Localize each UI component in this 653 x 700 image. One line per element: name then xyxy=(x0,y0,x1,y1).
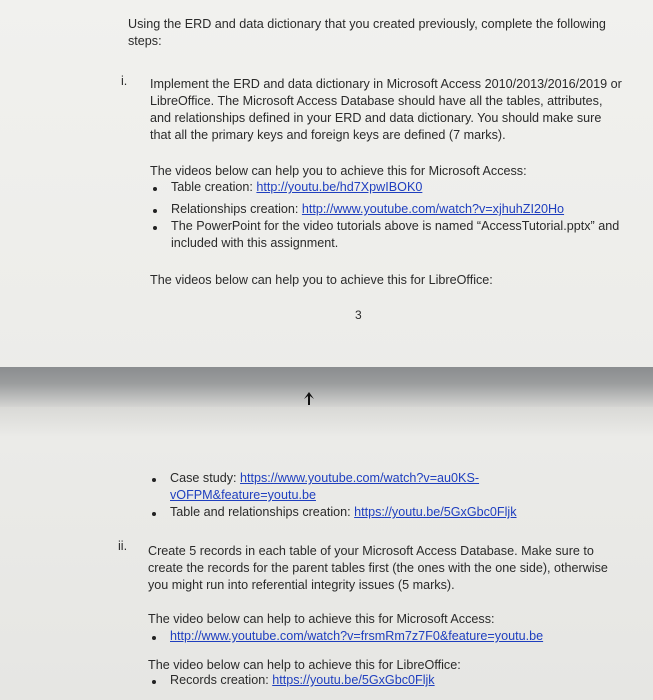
page-break-shadow xyxy=(0,407,653,437)
relationships-creation-link[interactable]: http://www.youtube.com/watch?v=xjhuhZI20Ho xyxy=(301,202,565,216)
libre-videos-intro: The videos below can help you to achieve this for LibreOffice: xyxy=(150,273,493,287)
relationships-creation-label: Relationships creation: xyxy=(171,202,302,216)
access-records-link[interactable]: http://www.youtube.com/watch?v=frsmRm7z7F0&feature=youtu.be xyxy=(170,629,544,643)
case-study-link-part-2[interactable]: vOFPM&feature=youtu.be xyxy=(170,488,316,502)
bullet-dot xyxy=(153,209,157,213)
step-2-marker: ii. xyxy=(118,539,128,553)
records-creation-link[interactable]: https://youtu.be/5GxGbc0Fljk xyxy=(272,673,435,687)
case-study-label: Case study: xyxy=(170,471,240,485)
bullet-dot xyxy=(152,680,156,684)
step-1-line-1: Implement the ERD and data dictionary in Microsoft Access 2010/2013/2016/2019 or xyxy=(150,77,622,91)
table-creation-label: Table creation: xyxy=(171,180,257,194)
records-creation-label: Records creation: xyxy=(170,673,273,687)
step-2-line-2: create the records for the parent tables first (the ones with the one side), otherwise xyxy=(148,561,608,575)
bullet-dot xyxy=(152,512,156,516)
bullet-dot xyxy=(153,187,157,191)
bullet-table-creation xyxy=(171,179,422,196)
step-1-marker: i. xyxy=(121,74,128,88)
page-break-divider xyxy=(0,367,653,407)
mouse-cursor-icon xyxy=(303,392,315,406)
bullet-dot xyxy=(152,478,156,482)
access-video-intro: The video below can help to achieve this for Microsoft Access: xyxy=(148,612,495,626)
step-2-line-3: you might run into referential integrity issues (5 marks). xyxy=(148,578,455,592)
case-study-link-part-1[interactable]: https://www.youtube.com/watch?v=au0KS- xyxy=(240,471,480,485)
libre-video-intro: The video below can help to achieve this for LibreOffice: xyxy=(148,658,461,672)
bullet-dot xyxy=(152,636,156,640)
step-2-line-1: Create 5 records in each table of your Microsoft Access Database. Make sure to xyxy=(148,544,594,558)
case-study-line-2 xyxy=(170,487,316,504)
powerpoint-note-line-2: included with this assignment. xyxy=(171,236,339,250)
intro-line-2: steps: xyxy=(128,34,162,48)
access-videos-intro: The videos below can help you to achieve this for Microsoft Access: xyxy=(150,164,527,178)
bullet-records-creation xyxy=(170,672,435,689)
bullet-relationships-creation xyxy=(171,201,564,218)
table-relationships-label: Table and relationships creation: xyxy=(170,505,355,519)
table-relationships-link[interactable]: https://youtu.be/5GxGbc0Fljk xyxy=(354,505,517,519)
bullet-dot xyxy=(153,226,157,230)
bullet-case-study xyxy=(170,470,479,487)
bullet-access-records xyxy=(170,628,543,645)
table-creation-link[interactable]: http://youtu.be/hd7XpwIBOK0 xyxy=(256,180,423,194)
powerpoint-note-line-1: The PowerPoint for the video tutorials above is named “AccessTutorial.pptx” and xyxy=(171,219,620,233)
bullet-table-relationships xyxy=(170,504,517,521)
step-1-line-4: that all the primary keys and foreign keys are defined (7 marks). xyxy=(150,128,506,142)
page-number: 3 xyxy=(355,308,362,322)
intro-line-1: Using the ERD and data dictionary that you created previously, complete the following xyxy=(128,17,606,31)
step-1-line-2: LibreOffice. The Microsoft Access Database should have all the tables, attributes, xyxy=(150,94,603,108)
step-1-line-3: and relationships defined in your ERD and data dictionary. You should make sure xyxy=(150,111,602,125)
